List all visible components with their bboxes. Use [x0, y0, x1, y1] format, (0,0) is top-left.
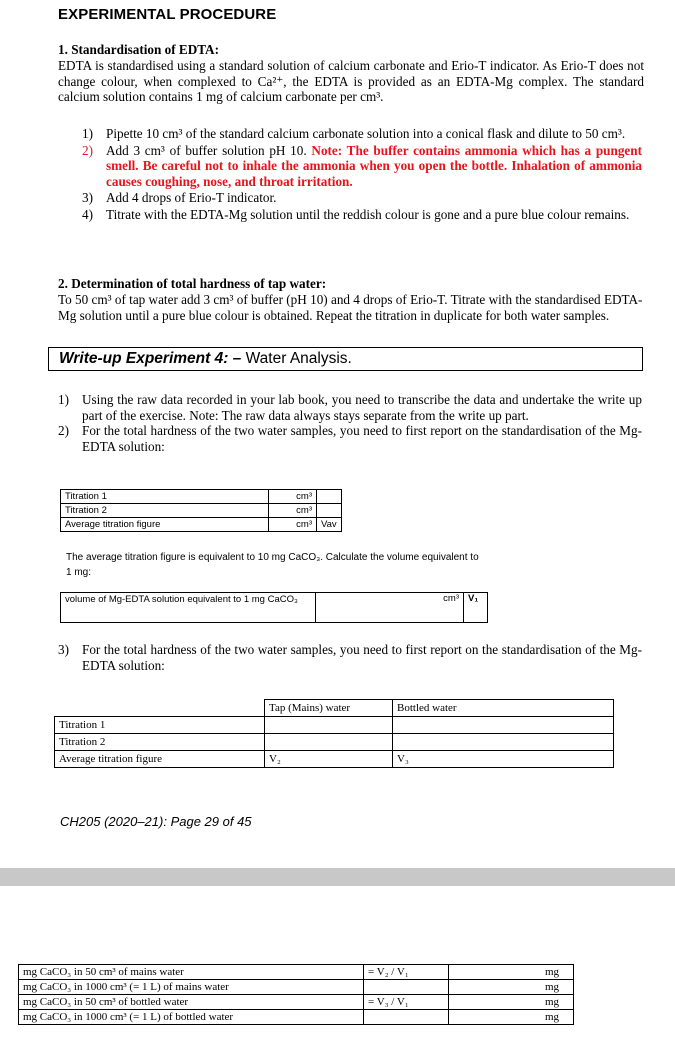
- v2-label: V₂: [265, 751, 393, 768]
- writeup-heading-text: Water Analysis.: [241, 350, 352, 367]
- writeup-item-1: 1) Using the raw data recorded in your lab book, you need to transcribe the data and undertake the write up part of the exercise. Note: The raw data always stays separate from the write up part.: [58, 392, 642, 423]
- calculation-table: [18, 964, 574, 1025]
- v3-label: V₃: [393, 751, 614, 768]
- ammonia-warning: Note: The buffer contains ammonia which has a pungent smell. Be careful not to inhale the ammonia when you open the bottle. Inhalation of ammonia causes coughing, nose, and throat irritation.: [106, 142, 643, 189]
- average-note: The average titration figure is equivalent to 10 mg CaCO₃. Calculate the volume equivalent to 1 mg:: [66, 552, 479, 578]
- vav-label: Vav: [317, 518, 342, 532]
- table-row: Average titration figure cm³ Vav: [61, 518, 342, 532]
- hardness-paragraph: To 50 cm³ of tap water add 3 cm³ of buffer (pH 10) and 4 drops of Erio-T. Titrate with the standardised EDTA-Mg solution until a pure blue colour is obtained. Repeat the titration in duplicate for both water samples.: [58, 292, 643, 323]
- writeup-item-3: 3) For the total hardness of the two water samples, you need to first report on the standardisation of the Mg-EDTA solution:: [58, 642, 642, 673]
- standardisation-section: [58, 42, 644, 105]
- table-row: Titration 2: [55, 734, 614, 751]
- table-row: Titration 1 cm³: [61, 490, 342, 504]
- writeup-instructions-cont: [58, 642, 642, 673]
- standardisation-table: [60, 489, 342, 532]
- writeup-heading-box: [48, 347, 643, 371]
- table-row: Average titration figure V₂ V₃: [55, 751, 614, 768]
- hardness-section: [58, 276, 644, 323]
- hardness-results-table: [54, 699, 614, 768]
- writeup-instructions: [58, 392, 642, 454]
- standardisation-title: 1. Standardisation of EDTA:: [58, 42, 219, 57]
- step-4: 4) Titrate with the EDTA-Mg solution until the reddish colour is gone and a pure blue colour remains.: [82, 206, 630, 222]
- hardness-title: 2. Determination of total hardness of tap water:: [58, 276, 327, 291]
- volume-equivalent-table: [60, 592, 488, 623]
- document-page-30: [0, 886, 675, 1041]
- page-footer: CH205 (2020–21): Page 29 of 45: [60, 814, 252, 829]
- standardisation-steps: [82, 126, 642, 222]
- step-2: 2) Add 3 cm³ of buffer solution pH 10. Note: The buffer contains ammonia which has a pungent smell. Be careful not to inhale the ammonia when you open the bottle. Inhalation of ammonia causes coughing, nose, and throat irritation.: [82, 142, 643, 189]
- table-row: mg CaCO₃ in 50 cm³ of bottled water = V₃ / V₁ mg: [19, 995, 574, 1010]
- table-row: Titration 2 cm³: [61, 504, 342, 518]
- table-row: mg CaCO₃ in 1000 cm³ (= 1 L) of bottled water mg: [19, 1010, 574, 1025]
- v1-label: V₁: [464, 593, 488, 623]
- table-row: mg CaCO₃ in 50 cm³ of mains water = V₂ / V₁ mg: [19, 965, 574, 980]
- standardisation-paragraph: EDTA is standardised using a standard solution of calcium carbonate and Erio-T indicator. As Erio-T does not change colour, when complexed to Ca²⁺, the EDTA is provided as an EDTA-Mg complex. The standard calcium solution contains 1 mg of calcium carbonate per cm³.: [58, 58, 644, 104]
- writeup-heading-bold: Write-up Experiment 4: –: [59, 350, 242, 367]
- table-row: volume of Mg-EDTA solution equivalent to 1 mg CaCO₃ cm³ V₁: [61, 593, 488, 623]
- step-1: 1) Pipette 10 cm³ of the standard calcium carbonate solution into a conical flask and dilute to 50 cm³.: [82, 126, 626, 141]
- table-header-row: Tap (Mains) water Bottled water: [55, 700, 614, 717]
- step-3: 3) Add 4 drops of Erio-T indicator.: [82, 190, 277, 205]
- table-row: Titration 1: [55, 717, 614, 734]
- writeup-item-2: 2) For the total hardness of the two water samples, you need to first report on the standardisation of the Mg-EDTA solution:: [58, 423, 642, 454]
- page-separator: [0, 868, 675, 886]
- table-row: mg CaCO₃ in 1000 cm³ (= 1 L) of mains water mg: [19, 980, 574, 995]
- section-heading: EXPERIMENTAL PROCEDURE: [58, 6, 277, 23]
